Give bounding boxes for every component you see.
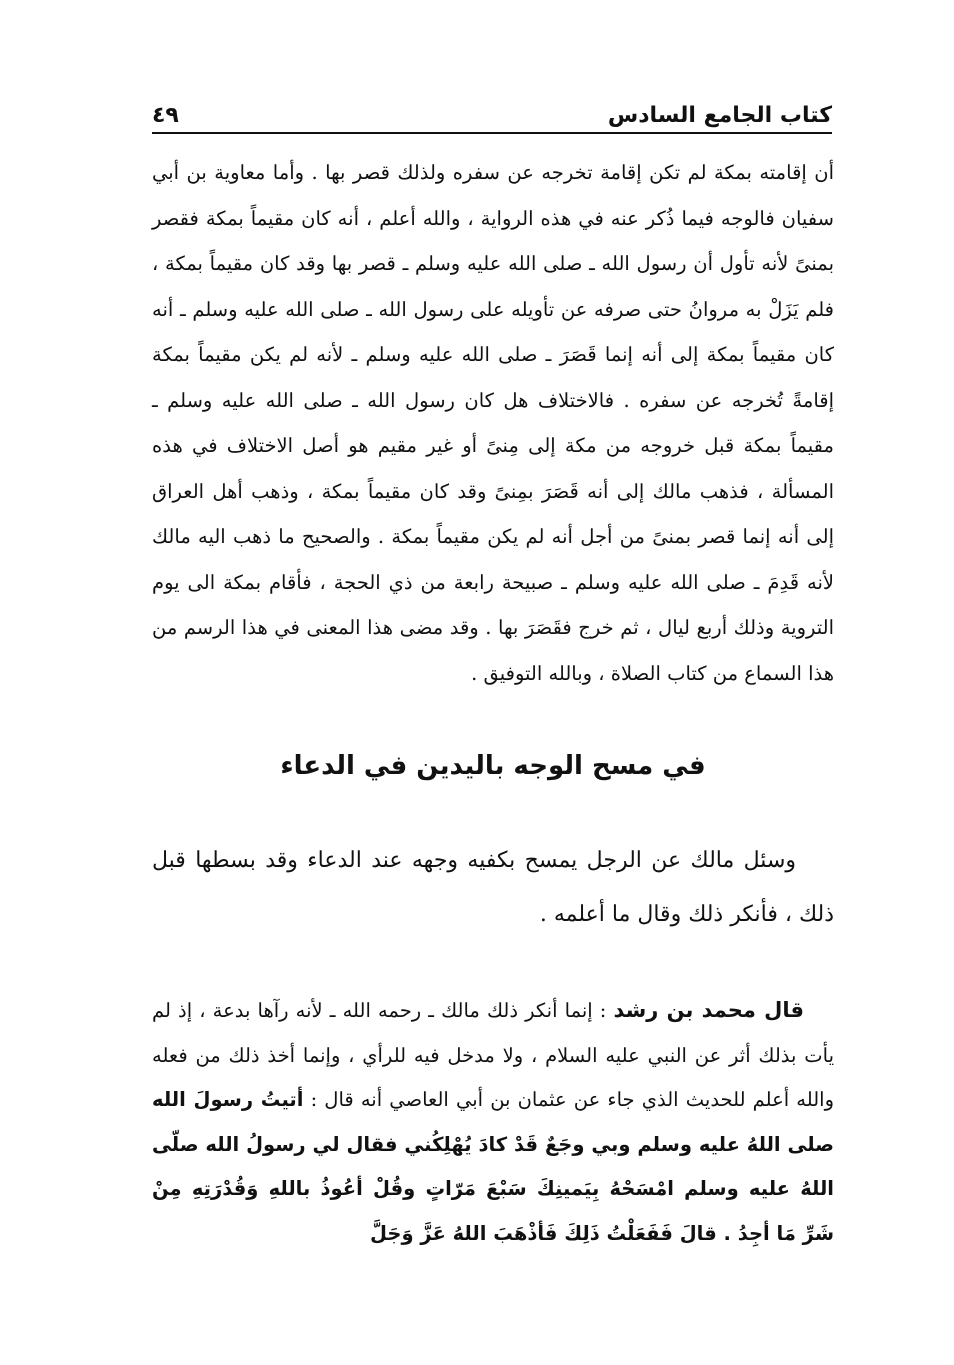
hadith-quote: أتيتُ رسولَ الله صلى اللهُ عليه وسلم وبي وجَعٌ قَدْ كادَ يُهْلِكُني فقال لي رسولُ الله صلّى اللهُ عليه وسلم امْسَحْهُ بِيَمينِكَ سَبْعَ مَرّاتٍ وقُلْ أعُوذُ باللهِ وَقُدْرَتِهِ مِنْ شَرِّ مَا أجِدُ . قالَ فَفَعَلْتُ ذَلِكَ فَأذْهَبَ اللهُ عَزَّ وَجَلَّ <box>152 1088 834 1245</box>
paragraph-text: أن إقامته بمكة لم تكن إقامة تخرجه عن سفره ولذلك قصر بها . وأما معاوية بن أبي سفيان فالوجه فيما ذُكر عنه في هذه الرواية ، والله أعلم ، أنه كان مقيماً بمكة فقصر بمنىً لأنه تأول أن رسول الله ـ صلى الله عليه وسلم ـ قصر بها وقد كان مقيماً بمكة ، فلم يَزَلْ به مروانُ حتى صرفه عن تأويله على رسول الله ـ صلى الله عليه وسلم ـ أنه كان مقيماً بمكة إلى أنه إنما قَصَرَ ـ صلى الله عليه وسلم ـ لأنه لم يكن مقيماً بمكة إقامةً تُخرجه عن سفره . فالاختلاف هل كان رسول الله ـ صلى الله عليه وسلم ـ مقيماً بمكة قبل خروجه من مكة إلى مِنىً أو غير مقيم هو أصل الاختلاف في هذه المسألة ، فذهب مالك إلى أنه قَصَرَ بمِنىً وقد كان مقيماً بمكة ، وذهب أهل العراق إلى أنه إنما قصر بمنىً من أجل أنه لم يكن مقيماً بمكة . والصحيح ما ذهب اليه مالك لأنه قَدِمَ ـ صلى الله عليه وسلم ـ صبيحة رابعة من ذي الحجة ، فأقام بمكة الى يوم التروية وذلك أربع ليال ، ثم خرج فقَصَرَ بها . وقد مضى هذا المعنى في هذا الرسم من هذا السماع من كتاب الصلاة ، وبالله التوفيق . <box>152 161 834 685</box>
section-heading: في مسح الوجه باليدين في الدعاء <box>280 751 706 781</box>
paragraph-commentary <box>152 150 834 696</box>
paragraph-ibn-rushd <box>152 988 834 1256</box>
page-number: ٤٩ <box>152 103 179 128</box>
page-header <box>152 88 832 134</box>
running-title: كتاب الجامع السادس <box>607 103 832 128</box>
commentary-text: : إنما أنكر ذلك مالك ـ رحمه الله ـ لأنه رآها بدعة ، إذ لم يأت بذلك أثر عن النبي عليه السلام ، ولا مدخل فيه للرأي ، وإنما أخذ ذلك من فعله والله أعلم للحديث الذي جاء عن عثمان بن أبي العاصي أنه قال : <box>152 999 834 1111</box>
paragraph-question: وسئل مالك عن الرجل يمسح بكفيه وجهه عند الدعاء وقد بسطها قبل ذلك ، فأنكر ذلك وقال ما أعلمه . <box>152 848 834 927</box>
page-body <box>152 150 834 1256</box>
speaker-label: قال محمد بن رشد <box>613 998 805 1022</box>
